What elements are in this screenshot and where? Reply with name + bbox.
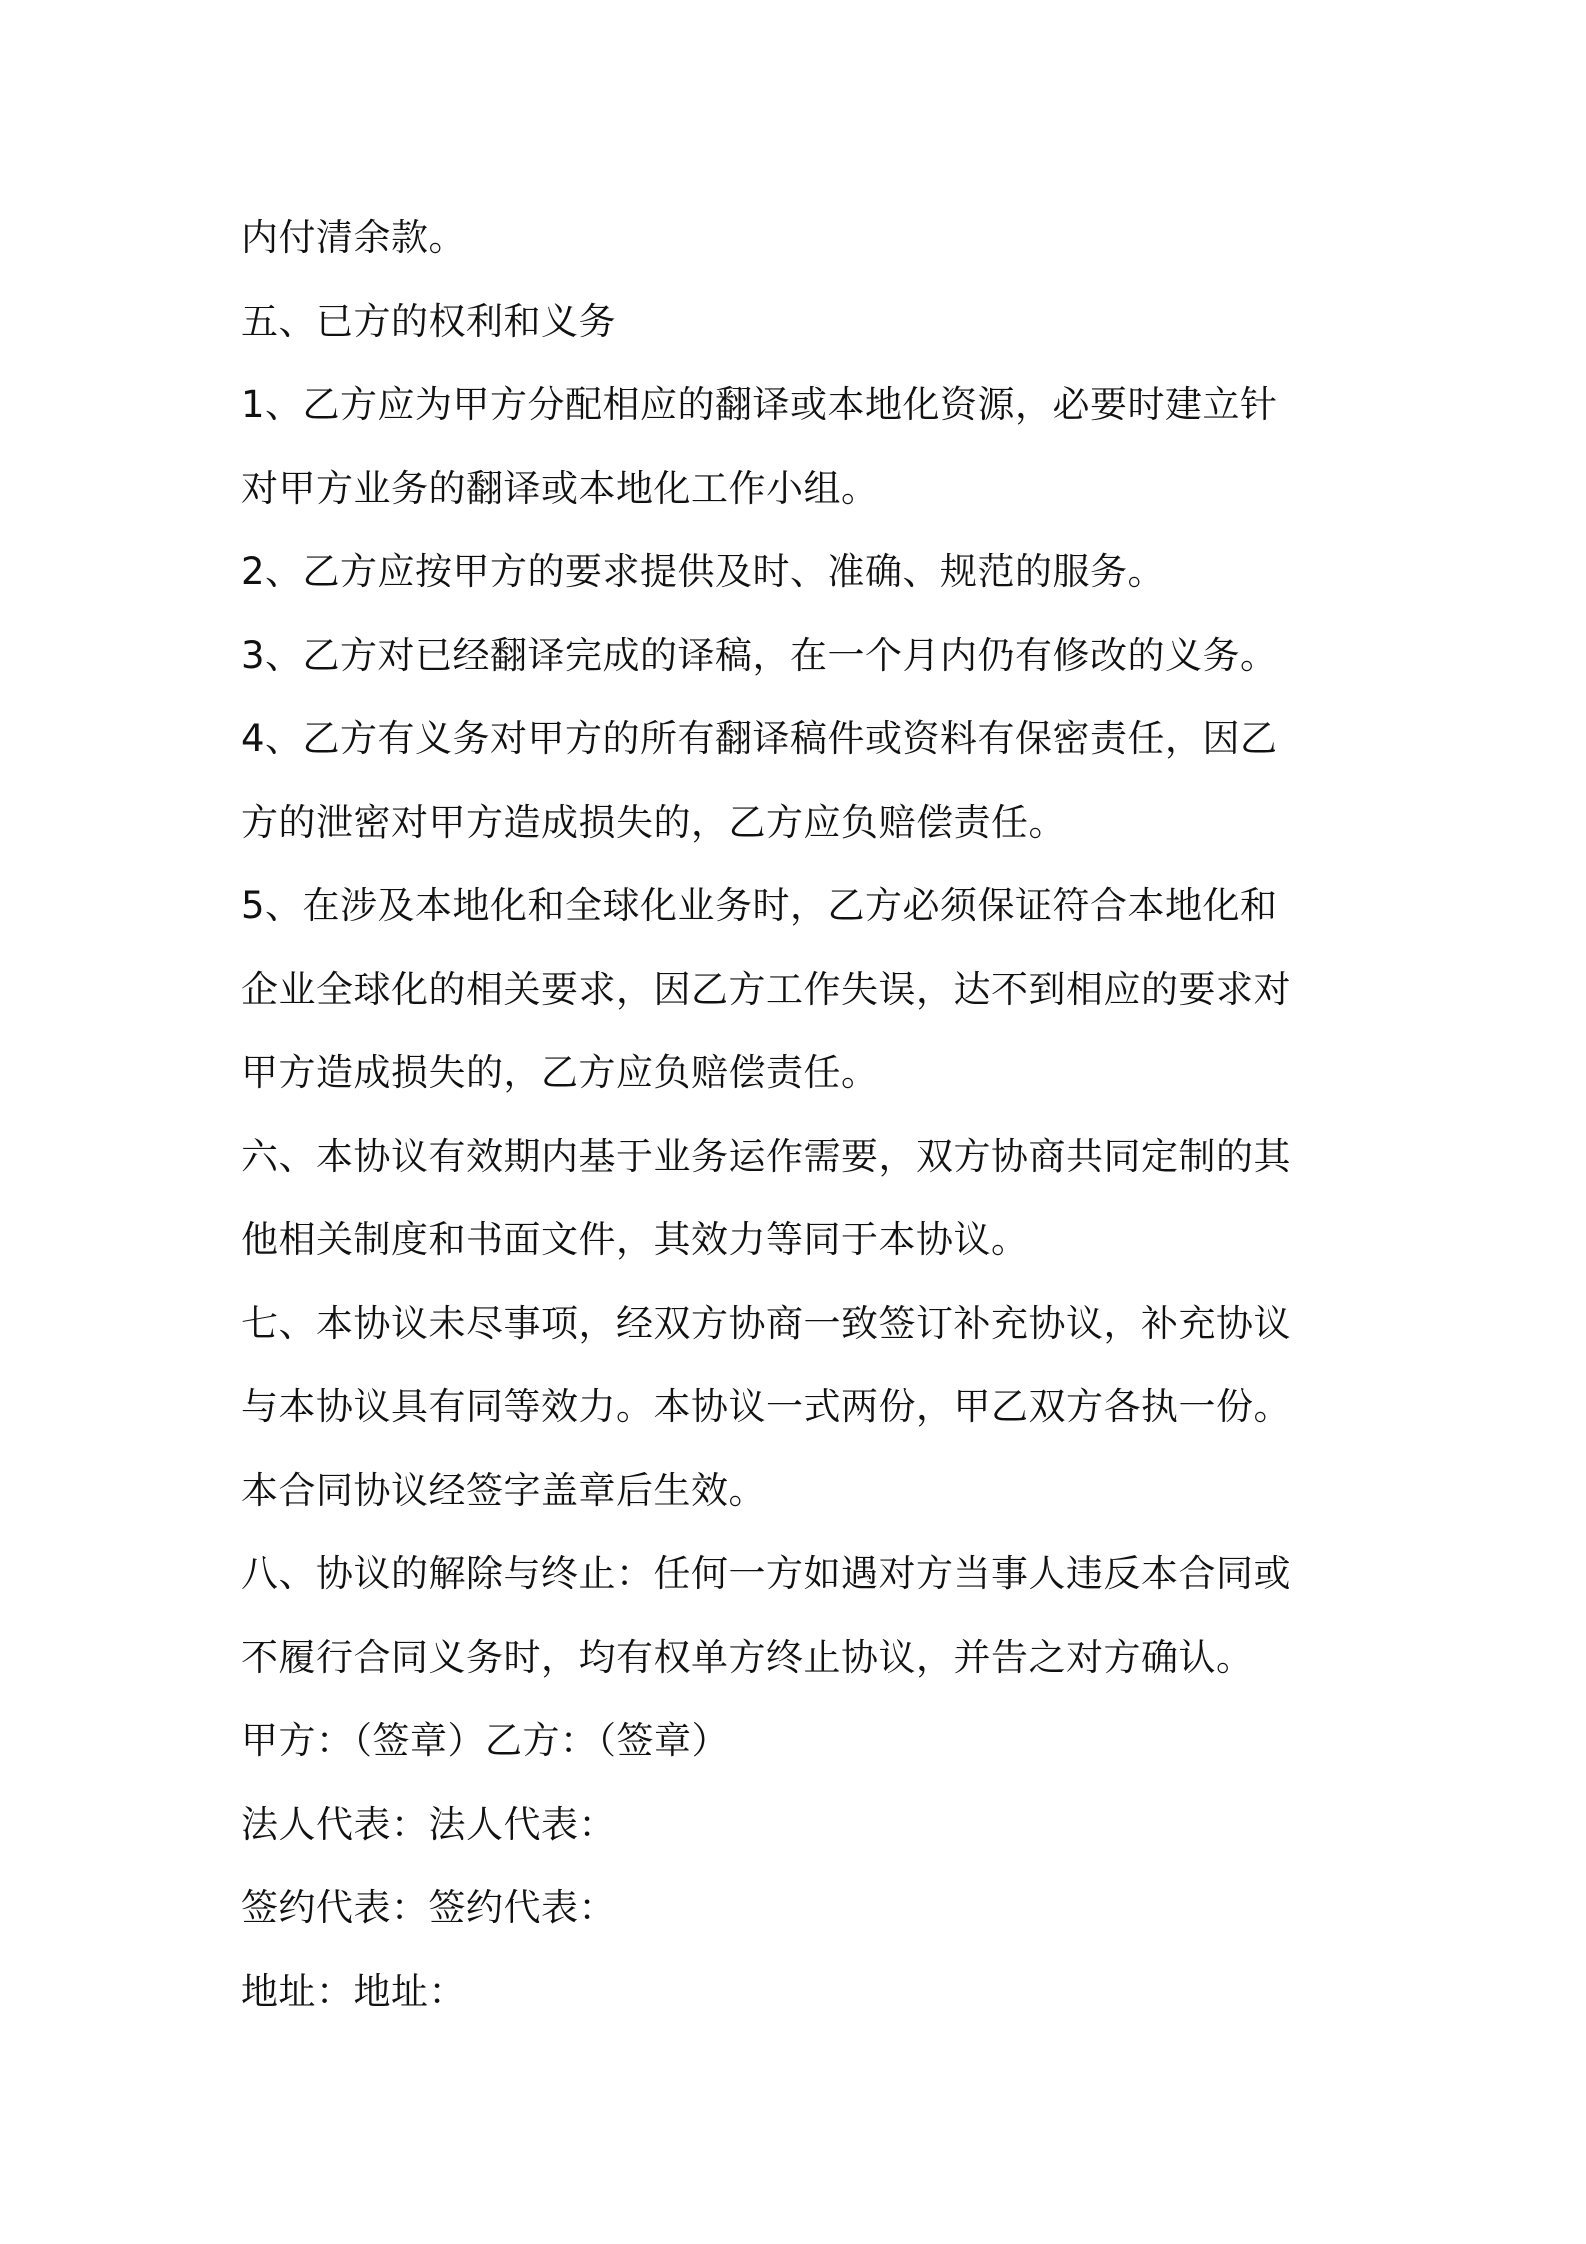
text-line: 企业全球化的相关要求，因乙方工作失误，达不到相应的要求对: [241, 967, 1291, 1011]
document-body: [241, 196, 1361, 2033]
text-line: 方的泄密对甲方造成损失的，乙方应负赔偿责任。: [241, 800, 1066, 844]
text-line: 八、协议的解除与终止：任何一方如遇对方当事人违反本合同或: [241, 1552, 1291, 1595]
text-line: 4、乙方有义务对甲方的所有翻译稿件或资料有保密责任，因乙: [241, 717, 1278, 760]
text-line: 1、乙方应为甲方分配相应的翻译或本地化资源，必要时建立针: [241, 383, 1278, 426]
text-line: 2、乙方应按甲方的要求提供及时、准确、规范的服务。: [241, 550, 1166, 593]
text-line: 七、本协议未尽事项，经双方协商一致签订补充协议，补充协议: [241, 1301, 1291, 1345]
text-line: 甲方造成损失的，乙方应负赔偿责任。: [241, 1051, 879, 1094]
section-heading: 五、已方的权利和义务: [241, 299, 616, 343]
text-line: 5、在涉及本地化和全球化业务时，乙方必须保证符合本地化和: [241, 884, 1278, 927]
signature-line-signing-rep: 签约代表：签约代表：: [241, 1886, 616, 1929]
signature-line-legal-rep: 法人代表：法人代表：: [241, 1802, 616, 1846]
signature-line-address: 地址：地址：: [241, 1969, 466, 2013]
text-line: 不履行合同义务时，均有权单方终止协议，并告之对方确认。: [241, 1635, 1254, 1679]
signature-line-seal: 甲方：（签章）乙方：（签章）: [241, 1719, 729, 1762]
text-line: 他相关制度和书面文件，其效力等同于本协议。: [241, 1218, 1029, 1261]
text-line: 本合同协议经签字盖章后生效。: [241, 1468, 766, 1512]
text-line: 对甲方业务的翻译或本地化工作小组。: [241, 466, 879, 510]
text-line: 3、乙方对已经翻译完成的译稿，在一个月内仍有修改的义务。: [241, 633, 1278, 677]
text-line: 六、本协议有效期内基于业务运作需要，双方协商共同定制的其: [241, 1134, 1291, 1178]
text-line: 内付清余款。: [241, 216, 466, 259]
text-line: 与本协议具有同等效力。本协议一式两份，甲乙双方各执一份。: [241, 1385, 1291, 1428]
